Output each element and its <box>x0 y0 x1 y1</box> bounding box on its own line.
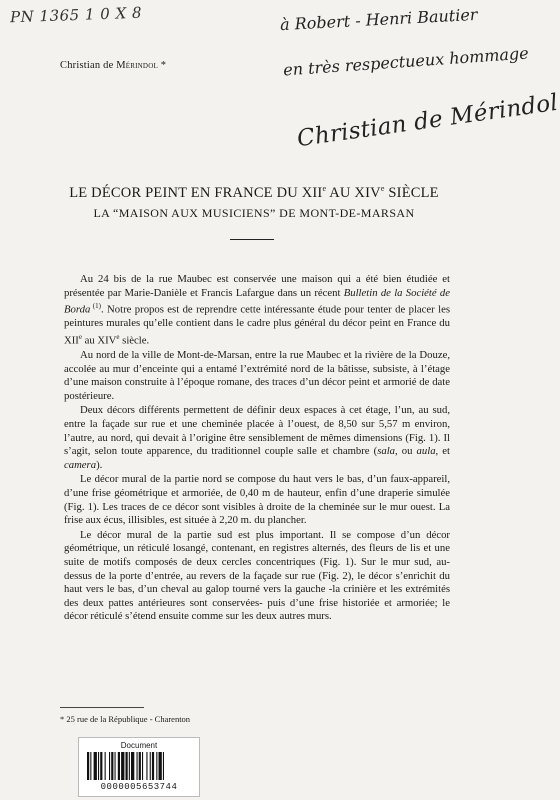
article-title <box>0 184 508 202</box>
note-reference: (1) <box>90 302 101 311</box>
title-divider <box>230 239 274 240</box>
author-footnote-mark: * <box>160 60 167 71</box>
text-run: , ou <box>395 445 417 458</box>
handwritten-signature: Christian de Mérindol <box>295 89 560 153</box>
paragraph <box>64 273 450 348</box>
title-superscript: e <box>380 184 385 193</box>
journal-title: Bulletin de la Société de Borda <box>64 286 451 316</box>
text-run: au XIV <box>81 334 117 347</box>
text-run: , et <box>435 445 451 458</box>
handwritten-dedication-line1: à Robert - Henri Bautier <box>279 4 478 35</box>
barcode-label <box>78 737 200 797</box>
title-superscript: e <box>322 184 327 193</box>
italic-term: sala <box>377 445 396 458</box>
title-part: LE DÉCOR PEINT EN FRANCE DU XII <box>69 184 323 201</box>
text-run: . Notre propos est de reprendre cette intéressante étude pour tenter de placer les peintures murales qu’elle contient dans le cadre plus général du décor peint en France du XII <box>64 303 450 347</box>
handwritten-dedication-line2: en très respectueux hommage <box>282 43 530 80</box>
paragraph: Le décor mural de la partie sud est plus important. Il se compose d’un décor géométrique, un réticulé losangé, contenant, en registres alternés, des fleurs de lis et une suite de motifs composés de deux cercles concentriques (Fig. 1). Sur le mur sud, au-dessus de la porte d’entrée, au revers de la façade sur rue (Fig. 2), le décor s’enrichit du haut vers le bas, d’un cheval au galop tourné vers la gauche -la crinière et les extrémités des deux pattes antérieures sont conservées- puis d’une frise historiée et armoriée; le décor réticulé s’étend ensuite comme sur les deux autres murs. <box>64 528 450 623</box>
paragraph <box>64 404 450 472</box>
barcode-number: 0000005653744 <box>100 782 178 792</box>
text-run: Deux décors différents permettent de définir deux espaces à cet étage, l’un, au sud, entre la façade sur rue et une cheminée placée à l’ouest, de 8,50 sur 5,57 m environ, l’autre, au nord, qui devait à l’origine être sensiblement de mêmes dimensions (Fig. 1). Il s’agit, selon toute apparence, du traditionnel couple salle et chambre ( <box>64 404 450 458</box>
title-part: AU XIV <box>326 184 381 201</box>
article-body <box>64 273 450 625</box>
italic-term: aula <box>416 445 436 458</box>
footnote-divider <box>60 707 144 708</box>
author-line <box>60 60 166 71</box>
barcode-icon <box>87 752 191 780</box>
article-subtitle: LA “MAISON AUX MUSICIENS” DE MONT-DE-MARSAN <box>93 206 415 220</box>
barcode-label-title: Document <box>120 741 158 750</box>
superscript: e <box>78 332 82 341</box>
author-first-name: Christian de <box>60 60 114 71</box>
paragraph: Au nord de la ville de Mont-de-Marsan, entre la rue Maubec et la rivière de la Douze, accolée au mur d’enceinte qui a entamé l’extrémité nord de la bâtisse, subsiste, à l’étage d’une maison construite à l’époque romane, des traces d’un décor peint et armorié de date postérieure. <box>64 349 450 402</box>
paragraph: Le décor mural de la partie nord se compose du haut vers le bas, d’un faux-appareil, d’une frise géométrique et armoriée, de 0,40 m de hauteur, enfin d’une draperie simulée (Fig. 1). Les traces de ce décor sont visibles à droite de la cheminée sur le mur ouest. La frise aux écus, illisibles, est située à 2,20 m. du plancher. <box>64 473 450 527</box>
shelfmark-stamp: PN 1365 1 0 X 8 <box>9 3 143 27</box>
text-run: ). <box>96 458 103 471</box>
title-part: SIÈCLE <box>384 184 439 201</box>
italic-term: camera <box>64 458 97 471</box>
author-last-name: Mérindol <box>116 60 158 71</box>
superscript: e <box>116 332 120 341</box>
text-run: Au 24 bis de la rue Maubec est conservée une maison qui a été bien étudiée et présentée par Marie-Danièle et Francis Lafargue dans un récent <box>64 273 450 299</box>
text-run: siècle. <box>119 334 150 347</box>
author-footnote: * 25 rue de la République - Charenton <box>60 714 191 724</box>
